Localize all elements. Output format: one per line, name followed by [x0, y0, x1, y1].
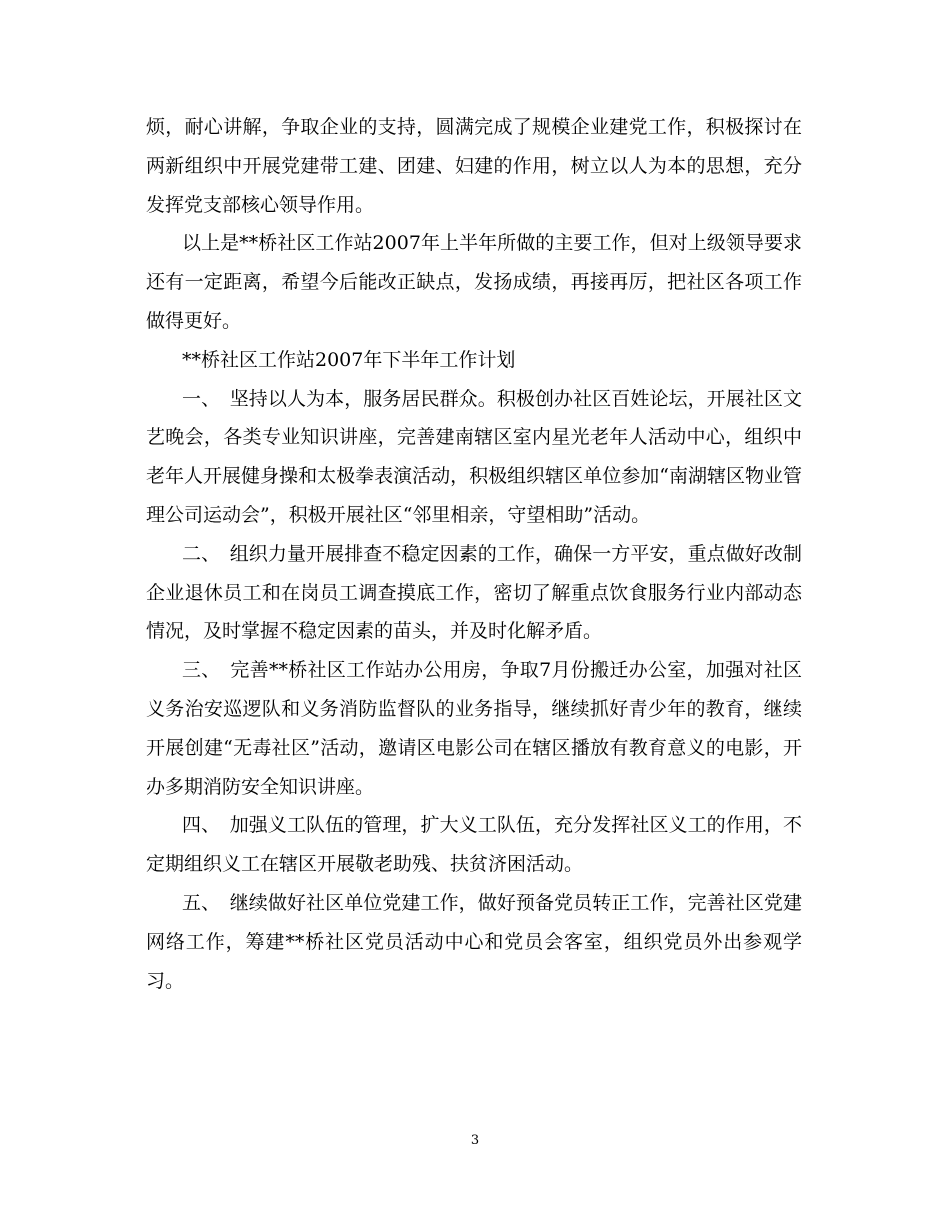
plan-item-4: 四、 加强义工队伍的管理，扩大义工队伍，充分发挥社区义工的作用，不定期组织义工在辖区开展敬老助残、扶贫济困活动。: [146, 814, 802, 876]
plan-item-2: 二、 组织力量开展排查不稳定因素的工作，确保一方平安，重点做好改制企业退休员工和在岗员工调查摸底工作，密切了解重点饮食服务行业内部动态情况，及时掌握不稳定因素的苗头，并及时化解矛盾。: [146, 542, 802, 643]
plan-item-1: 一、 坚持以人为本，服务居民群众。积极创办社区百姓论坛，开展社区文艺晚会，各类专业知识讲座，完善建南辖区室内星光老年人活动中心，组织中老年人开展健身操和太极拳表演活动，积极组织辖区单位参加“南湖辖区物业管理公司运动会”，积极开展社区“邻里相亲，守望相助”活动。: [146, 387, 802, 526]
document-body: [146, 108, 802, 1000]
paragraph-continuation: 烦，耐心讲解，争取企业的支持，圆满完成了规模企业建党工作，积极探讨在两新组织中开展党建带工建、团建、妇建的作用，树立以人为本的思想，充分发挥党支部核心领导作用。: [146, 116, 802, 216]
page-number: 3: [470, 1133, 480, 1148]
plan-item-5: 五、 继续做好社区单位党建工作，做好预备党员转正工作，完善社区党建网络工作，筹建**桥社区党员活动中心和党员会客室，组织党员外出参观学习。: [146, 891, 802, 992]
paragraph-summary: 以上是**桥社区工作站2007年上半年所做的主要工作，但对上级领导要求还有一定距离，希望今后能改正缺点，发扬成绩，再接再厉，把社区各项工作做得更好。: [146, 232, 802, 332]
section-heading-plan: **桥社区工作站2007年下半年工作计划: [182, 348, 516, 371]
plan-item-3: 三、 完善**桥社区工作站办公用房，争取7月份搬迁办公室，加强对社区义务治安巡逻队和义务消防监督队的业务指导，继续抓好青少年的教育，继续开展创建“无毒社区”活动，邀请区电影公司在辖区播放有教育意义的电影，开办多期消防安全知识讲座。: [146, 659, 802, 798]
